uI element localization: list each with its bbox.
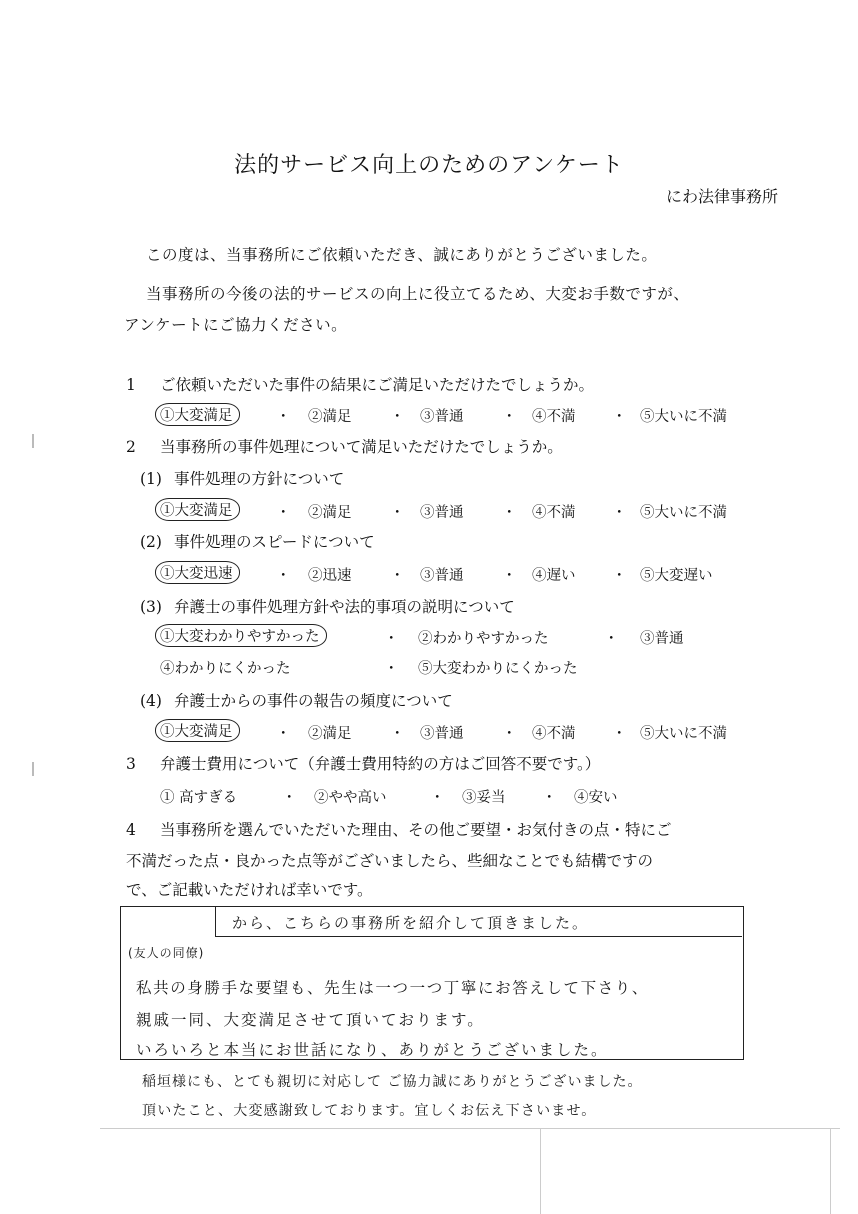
- option[interactable]: ③普通: [640, 631, 684, 647]
- intro-line-3: アンケートにご協力ください。: [124, 316, 348, 334]
- question-2-3: [140, 595, 515, 617]
- sub-question-text: 弁護士の事件処理方針や法的事項の説明について: [174, 598, 515, 616]
- separator: ・: [384, 661, 399, 677]
- sub-question-number: (1): [140, 470, 162, 488]
- separator: ・: [276, 409, 291, 425]
- office-name: にわ法律事務所: [665, 187, 778, 206]
- option[interactable]: ④不満: [532, 726, 576, 742]
- sub-question-number: (4): [140, 692, 162, 710]
- option-selected[interactable]: ①大変わかりやすかった: [155, 624, 327, 647]
- scan-line: [830, 1128, 831, 1214]
- separator: ・: [502, 409, 517, 425]
- sub-question-text: 弁護士からの事件の報告の頻度について: [174, 692, 453, 710]
- option[interactable]: ④遅い: [532, 568, 576, 584]
- option[interactable]: ③普通: [420, 409, 464, 425]
- question-text-line-1: 当事務所を選んでいただいた理由、その他ご要望・お気付きの点・特にご: [160, 821, 672, 839]
- question-number: 2: [126, 438, 136, 456]
- handwritten-label: (友人の同僚): [128, 946, 205, 960]
- scan-line: [100, 1128, 840, 1129]
- question-1: [126, 373, 594, 395]
- option[interactable]: ②満足: [308, 409, 352, 425]
- handwritten-line-2: 親戚一同、大変満足させて頂いております。: [136, 1011, 485, 1029]
- option[interactable]: ④不満: [532, 409, 576, 425]
- separator: ・: [390, 409, 405, 425]
- option[interactable]: ④安い: [574, 790, 618, 806]
- separator: ・: [390, 568, 405, 584]
- page-title: 法的サービス向上のためのアンケート: [234, 153, 624, 178]
- separator: ・: [384, 631, 399, 647]
- option[interactable]: ④わかりにくかった: [160, 661, 291, 677]
- separator: ・: [276, 505, 291, 521]
- option[interactable]: ②やや高い: [314, 790, 387, 806]
- question-text: 弁護士費用について（弁護士費用特約の方はご回答不要です。）: [160, 755, 601, 773]
- question-number: 1: [126, 376, 136, 394]
- question-number: 3: [126, 755, 136, 773]
- option-selected[interactable]: ①大変満足: [155, 403, 240, 426]
- sub-question-text: 事件処理の方針について: [174, 470, 345, 488]
- handwritten-line-1: 私共の身勝手な要望も、先生は一つ一つ丁寧にお答えして下さり、: [136, 979, 650, 997]
- separator: ・: [542, 790, 557, 806]
- separator: ・: [276, 726, 291, 742]
- question-text: ご依頼いただいた事件の結果にご満足いただけたでしょうか。: [160, 376, 595, 394]
- option[interactable]: ②満足: [308, 726, 352, 742]
- question-2-4: [140, 689, 453, 711]
- intro-line-2: 当事務所の今後の法的サービスの向上に役立てるため、大変お手数ですが、: [146, 285, 690, 303]
- question-4-line-3: で、ご記載いただければ幸いです。: [126, 881, 373, 899]
- separator: ・: [502, 568, 517, 584]
- question-number: 4: [126, 821, 136, 839]
- separator: ・: [502, 726, 517, 742]
- scan-line: [540, 1128, 541, 1214]
- separator: ・: [282, 790, 297, 806]
- separator: ・: [612, 409, 627, 425]
- option[interactable]: ④不満: [532, 505, 576, 521]
- separator: ・: [430, 790, 445, 806]
- question-text: 当事務所の事件処理について満足いただけたでしょうか。: [160, 438, 563, 456]
- option[interactable]: ③普通: [420, 568, 464, 584]
- handwritten-line-4: 稲垣様にも、とても親切に対応して ご協力誠にありがとうございました。: [142, 1074, 643, 1090]
- separator: ・: [612, 505, 627, 521]
- option[interactable]: ⑤大変遅い: [640, 568, 713, 584]
- handwritten-line-3: いろいろと本当にお世話になり、ありがとうございました。: [136, 1041, 609, 1059]
- separator: ・: [390, 505, 405, 521]
- separator: ・: [502, 505, 517, 521]
- question-4-line-2: 不満だった点・良かった点等がございましたら、些細なことでも結構ですの: [126, 852, 654, 870]
- question-4: [126, 818, 672, 840]
- handwritten-top-line: から、こちらの事務所を紹介して頂きました。: [232, 914, 590, 932]
- separator: ・: [604, 631, 619, 647]
- option[interactable]: ⑤大いに不満: [640, 505, 727, 521]
- separator: ・: [276, 568, 291, 584]
- option-selected[interactable]: ①大変迅速: [155, 561, 240, 584]
- separator: ・: [612, 568, 627, 584]
- option[interactable]: ⑤大いに不満: [640, 409, 727, 425]
- option[interactable]: ⑤大いに不満: [640, 726, 727, 742]
- option[interactable]: ③普通: [420, 726, 464, 742]
- question-2-1: [140, 467, 344, 489]
- question-2-2: [140, 530, 375, 552]
- scan-mark: [32, 762, 34, 776]
- option-selected[interactable]: ①大変満足: [155, 498, 240, 521]
- option[interactable]: ②満足: [308, 505, 352, 521]
- option[interactable]: ① 高すぎる: [160, 790, 238, 806]
- question-3: [126, 752, 600, 774]
- option[interactable]: ②迅速: [308, 568, 352, 584]
- option[interactable]: ⑤大変わかりにくかった: [418, 661, 578, 677]
- separator: ・: [612, 726, 627, 742]
- option-selected[interactable]: ①大変満足: [155, 719, 240, 742]
- option[interactable]: ③普通: [420, 505, 464, 521]
- scan-mark: [32, 434, 34, 448]
- option[interactable]: ②わかりやすかった: [418, 631, 549, 647]
- sub-question-number: (3): [140, 598, 162, 616]
- sub-question-number: (2): [140, 533, 162, 551]
- intro-line-1: この度は、当事務所にご依頼いただき、誠にありがとうございました。: [146, 246, 658, 264]
- sub-question-text: 事件処理のスピードについて: [174, 533, 375, 551]
- separator: ・: [390, 726, 405, 742]
- handwritten-line-5: 頂いたこと、大変感謝致しております。宜しくお伝え下さいませ。: [142, 1103, 597, 1119]
- option[interactable]: ③妥当: [462, 790, 506, 806]
- question-2: [126, 435, 563, 457]
